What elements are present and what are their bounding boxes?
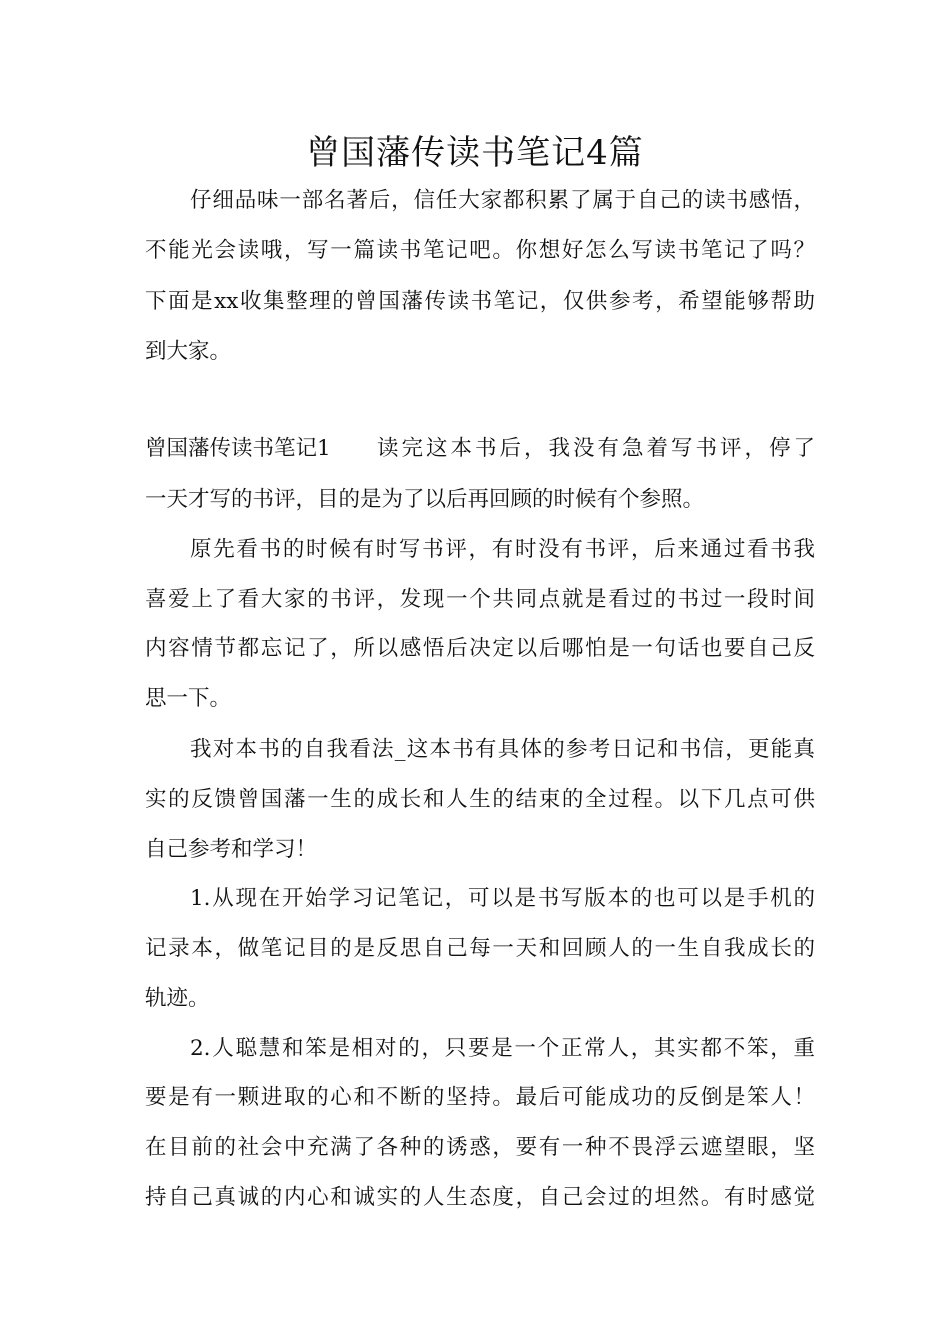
point-1-line-2: 记录本，做笔记目的是反思自己每一天和回顾人的一生自我成长的 [145,936,815,961]
paragraph-3-line-3: 自己参考和学习！ [145,837,318,862]
point-1-line-3: 轨迹。 [145,986,210,1011]
intro-line-3: 下面是xx收集整理的曾国藩传读书笔记，仅供参考，希望能够帮助 [145,289,815,314]
paragraph-3-line-2: 实的反馈曾国藩一生的成长和人生的结束的全过程。以下几点可供 [145,787,815,812]
paragraph-2-line-2: 喜爱上了看大家的书评，发现一个共同点就是看过的书过一段时间 [145,587,815,612]
section-1-text-start: 读完这本书后，我没有急着写书评，停了 [377,436,815,461]
paragraph-2-line-3: 内容情节都忘记了，所以感悟后决定以后哪怕是一句话也要自己反 [145,636,815,661]
point-1-line-1: 1.从现在开始学习记笔记，可以是书写版本的也可以是手机的 [190,886,815,911]
section-1-first-line [145,434,815,464]
intro-line-2: 不能光会读哦，写一篇读书笔记吧。你想好怎么写读书笔记了吗？ [145,238,815,263]
paragraph-3-line-1: 我对本书的自我看法_这本书有具体的参考日记和书信，更能真 [190,737,815,762]
paragraph-2-line-1: 原先看书的时候有时写书评，有时没有书评，后来通过看书我 [190,537,815,562]
point-2-line-1: 2.人聪慧和笨是相对的，只要是一个正常人，其实都不笨，重 [190,1036,815,1061]
section-1-heading: 曾国藩传读书笔记1 [145,436,331,461]
section-1-second-line: 一天才写的书评，目的是为了以后再回顾的时候有个参照。 [145,487,705,512]
point-2-line-3: 在目前的社会中充满了各种的诱惑，要有一种不畏浮云遮望眼，坚 [145,1135,815,1160]
point-2-line-2: 要是有一颗进取的心和不断的坚持。最后可能成功的反倒是笨人！ [145,1085,815,1110]
paragraph-2-line-4: 思一下。 [145,686,232,711]
page-title: 曾国藩传读书笔记4篇 [306,133,644,173]
point-2-line-4: 持自己真诚的内心和诚实的人生态度，自己会过的坦然。有时感觉 [145,1185,815,1210]
intro-line-1: 仔细品味一部名著后，信任大家都积累了属于自己的读书感悟， [190,188,815,213]
intro-line-4: 到大家。 [145,339,232,364]
